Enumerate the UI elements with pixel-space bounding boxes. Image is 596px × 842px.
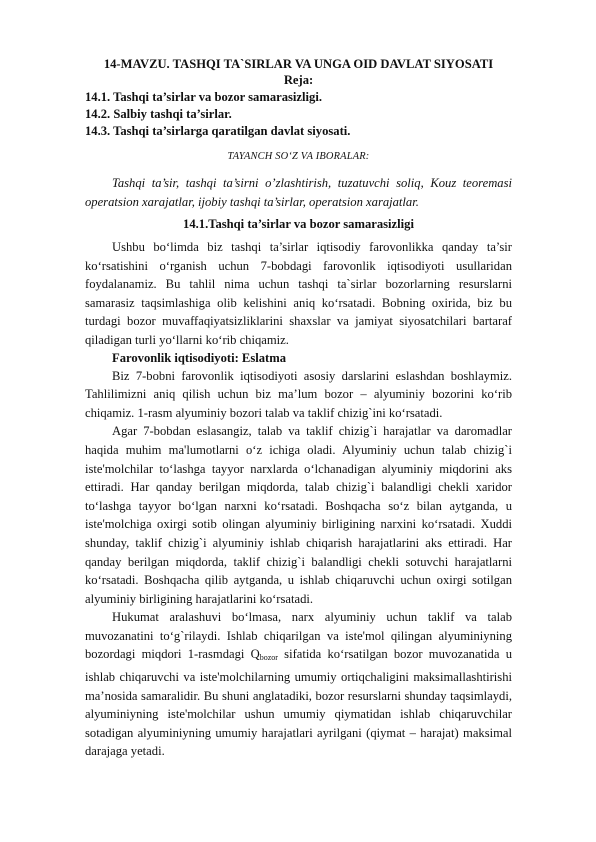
q-subscript: bozor bbox=[259, 653, 278, 663]
keywords-text: Tashqi ta’sir, tashqi ta’sirni o’zlashtirish, tuzatuvchi soliq, Kouz teoremasi operatsion xarajatlar, ijobiy tashqi ta’sirlar, operatsion xarajatlar. bbox=[85, 176, 512, 209]
paragraph-2: Biz 7-bobni farovonlik iqtisodiyoti asosiy darslarini eslashdan boshlaymiz. Tahlilimizni aniq qilish uchun biz ma’lum bozor – alyuminiy bozorini ko‘rib chiqamiz. 1-rasm alyuminiy bozori talab va taklif chizig`ini ko‘rsatadi. bbox=[85, 368, 512, 420]
keywords-heading: TAYANCH SO‘Z VA IBORALAR: bbox=[227, 151, 370, 162]
paragraph-1: Ushbu bo‘limda biz tashqi ta’sirlar iqtisodiy farovonlikka qanday ta’sir ko‘rsatishini o‘rganish uchun 7-bobdagi farovonlik iqtisodiyoti usullaridan foydalanamiz. Bu tahlil nima uchun tashqi ta`sirlar bozorlarning resurslarni samarasiz taqsimlashiga olib kelishini aniq ko‘rsatadi. Bobning oxirida, biz bu turdagi bozor muvaffaqiyatsizliklarini shaxslar va jamiyat siyosatchilari bartaraf qiladigan turli yo‘llarni ko‘rib chiqamiz. bbox=[85, 240, 512, 347]
plan-item-3: 14.3. Tashqi ta’sirlarga qaratilgan davlat siyosati. bbox=[85, 124, 351, 138]
section-title: 14.1.Tashqi ta’sirlar va bozor samarasizligi bbox=[183, 217, 414, 231]
plan-item-1: 14.1. Tashqi ta’sirlar va bozor samarasizligi. bbox=[85, 90, 322, 104]
paragraph-3: Agar 7-bobdan eslasangiz, talab va taklif chizig`i harajatlar va daromadlar haqida muhim ma'lumotlarni o‘z ichiga oladi. Alyuminiy uchun talab chizig`i iste'molchilar to‘lashga tayyor narxlarda o‘lchanadigan alyuminiy miqdorini aks ettiradi. Har qanday berilgan miqdorda, talab chizig`i balandligi chekli xaridor to‘lashga tayyor bo‘lgan narxni ko‘rsatadi. Boshqacha so‘z bilan aytganda, u iste'molchiga oxirgi sotib olingan alyuminiy birligining narxini ko‘rsatadi. Xuddi shunday, taklif chizig`i alyuminiy ishlab chiqarish harajatlarini aks ettiradi. Har qanday berilgan miqdorda, taklif chizig`i balandligi chekli sotuvchi harajatlarni ko‘rsatadi. Boshqacha qilib aytganda, u ishlab chiqaruvchi uchun oxirgi sotilgan alyuminiy birligining harajatlarini ko‘rsatadi. bbox=[85, 424, 512, 606]
plan-label: Reja: bbox=[283, 73, 314, 87]
page-title: 14-MAVZU. TASHQI TA`SIRLAR VA UNGA OID DAVLAT SIYOSATI bbox=[103, 57, 494, 71]
plan-item-2: 14.2. Salbiy tashqi ta’sirlar. bbox=[85, 107, 232, 121]
subheading: Farovonlik iqtisodiyoti: Eslatma bbox=[112, 350, 287, 365]
paragraph-4-start: Hukumat aralashuvi bo‘lmasa, narx alyuminiy uchun taklif va talab muvozanatini to‘g`rilaydi. Ishlab chiqarilgan va iste'mol qilingan alyuminiyning bozordagi miqdori 1-rasmdagi Q bbox=[85, 610, 512, 662]
paragraph-4 bbox=[85, 608, 512, 761]
paragraph-4-end: sifatida ko‘rsatilgan bozor muvozanatida u ishlab chiqaruvchi va iste'molchilarning umumiy ortiqchaligini maksimallashtirishi ma’nosida samaralidir. Bu shuni anglatadiki, bozor resurslarni shunday taqsimlaydi, alyuminiyning iste'molchilar ushun umumiy qiymatidan ishlab chiqaruvchilar sotadigan alyuminiyning umumiy harajatlari ayrilgani (qiymat – harajat) maksimal darajaga yetadi. bbox=[85, 647, 512, 759]
